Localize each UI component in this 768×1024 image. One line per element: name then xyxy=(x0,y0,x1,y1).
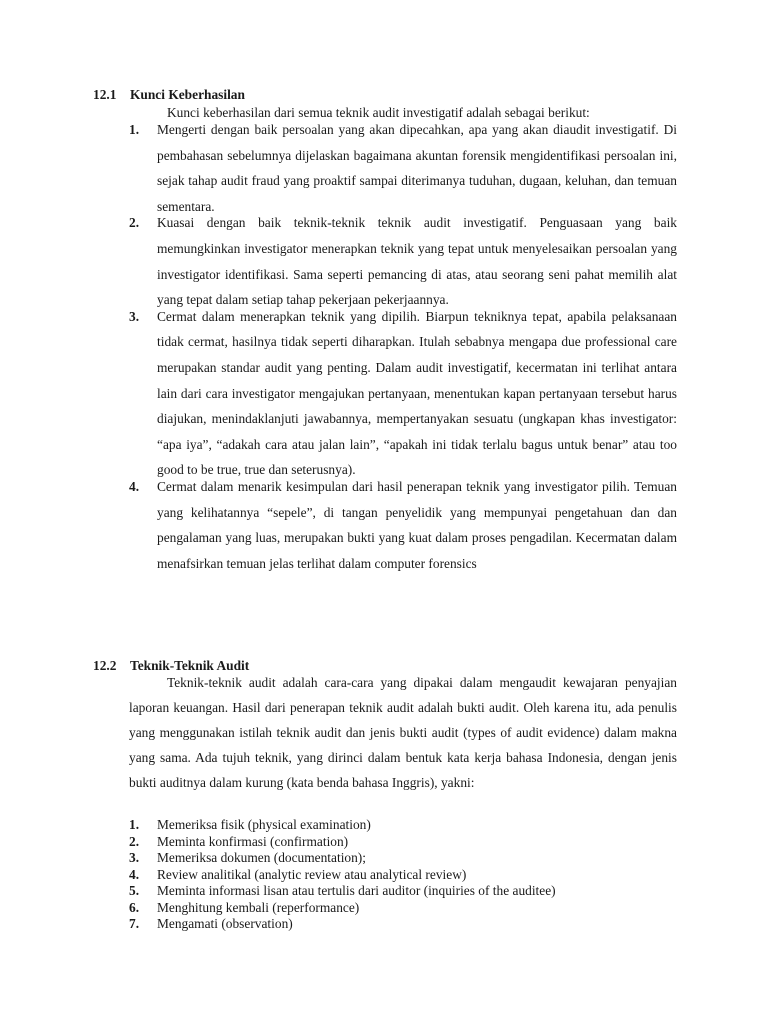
list-item-text: Memeriksa fisik (physical examination) xyxy=(157,817,371,832)
section-number: 12.2 xyxy=(93,658,117,673)
section-number: 12.1 xyxy=(93,87,117,102)
list-item-text: Mengerti dengan baik persoalan yang akan dipecahkan, apa yang akan diaudit investigatif. Di pembahasan sebelumnya dijelaskan bagaimana akuntan forensik mengidentifikasi persoalan ini, sejak tahap audit fraud yang proaktif sampai diterimanya tuduhan, dugaan, keluhan, dan temuan sementara. xyxy=(157,122,677,214)
list-item-number: 5. xyxy=(129,883,140,898)
list-item-text: Review analitikal (analytic review atau analytical review) xyxy=(157,866,467,882)
list-item-number: 7. xyxy=(129,916,140,931)
list-item-number: 3. xyxy=(129,308,140,324)
list-item-text: Cermat dalam menarik kesimpulan dari hasil penerapan teknik yang investigator pilih. Temuan yang kelihatannya “sepele”, di tangan penyelidik yang mempunyai pengetahuan dan dan pengalaman yang luas, merupakan bukti yang kuat dalam proses pengadilan. Kecermatan dalam menafsirkan temuan jelas terlihat dalam computer forensics xyxy=(157,478,677,571)
list-item xyxy=(129,883,677,900)
section-title: Kunci Keberhasilan xyxy=(130,87,245,102)
list-item-text: Cermat dalam menerapkan teknik yang dipilih. Biarpun tekniknya tepat, apabila pelaksanaan tidak cermat, hasilnya tidak seperti diharapkan. Itulah sebabnya mengapa due professional care merupakan standar audit yang penting. Dalam audit investigatif, kecermatan ini terlihat antara lain dari cara investigator mengajukan pertanyaan, menentukan kapan pertanyaan tersebut harus diajukan, menindaklanjuti jawabannya, mempertanyakan sesuatu (ungkapan khas investigator: “apa iya”, “adakah cara atau jalan lain”, “apakah ini tidak terlalu bagus untuk benar” atau too good to be true, true dan seterusnya). xyxy=(157,308,677,478)
audit-technique-list xyxy=(129,817,677,933)
section-heading-12-1 xyxy=(93,86,693,104)
list-item xyxy=(129,117,677,219)
section-intro: Kunci keberhasilan dari semua teknik audit investigatif adalah sebagai berikut: xyxy=(167,105,590,120)
list-item-text: Menghitung kembali (reperformance) xyxy=(157,899,360,915)
list-item-text: Meminta konfirmasi (confirmation) xyxy=(157,833,349,849)
list-item xyxy=(129,304,677,483)
list-item xyxy=(129,867,677,884)
list-item xyxy=(129,817,677,834)
list-item-number: 4. xyxy=(129,866,140,882)
list-item-number: 1. xyxy=(129,817,140,832)
list-item xyxy=(129,210,677,312)
list-item-number: 6. xyxy=(129,899,140,915)
list-item xyxy=(129,900,677,917)
list-item xyxy=(129,850,677,867)
list-item-text: Meminta informasi lisan atau tertulis dari auditor (inquiries of the auditee) xyxy=(157,883,556,898)
list-item-number: 1. xyxy=(129,122,140,137)
section-paragraph: Teknik-teknik audit adalah cara-cara yang dipakai dalam mengaudit kewajaran penyajian laporan keuangan. Hasil dari penerapan teknik audit adalah bukti audit. Oleh karena itu, ada penulis yang menggunakan istilah teknik audit dan jenis bukti audit (types of audit evidence) dalam makna yang sama. Ada tujuh teknik, yang dirinci dalam bentuk kata kerja bahasa Indonesia, dengan jenis bukti auditnya dalam kurung (kata benda bahasa Inggris), yakni: xyxy=(129,675,677,790)
list-item xyxy=(129,834,677,851)
list-item-number: 4. xyxy=(129,478,140,494)
list-item-text: Kuasai dengan baik teknik-teknik teknik audit investigatif. Penguasaan yang baik memungkinkan investigator menerapkan teknik yang tepat untuk menyelesaikan persoalan yang investigator identifikasi. Sama seperti pemancing di atas, atau seorang seni pahat memilih alat yang tepat dalam setiap tahap pekerjaan pekerjaannya. xyxy=(157,215,677,308)
list-item xyxy=(129,916,677,933)
list-item-number: 3. xyxy=(129,850,140,865)
list-item-text: Mengamati (observation) xyxy=(157,916,293,931)
section-title: Teknik-Teknik Audit xyxy=(130,658,250,673)
list-item-number: 2. xyxy=(129,833,140,849)
list-item-text: Memeriksa dokumen (documentation); xyxy=(157,850,366,865)
key-success-list xyxy=(129,117,677,576)
list-item xyxy=(129,474,677,576)
list-item-number: 2. xyxy=(129,215,140,231)
